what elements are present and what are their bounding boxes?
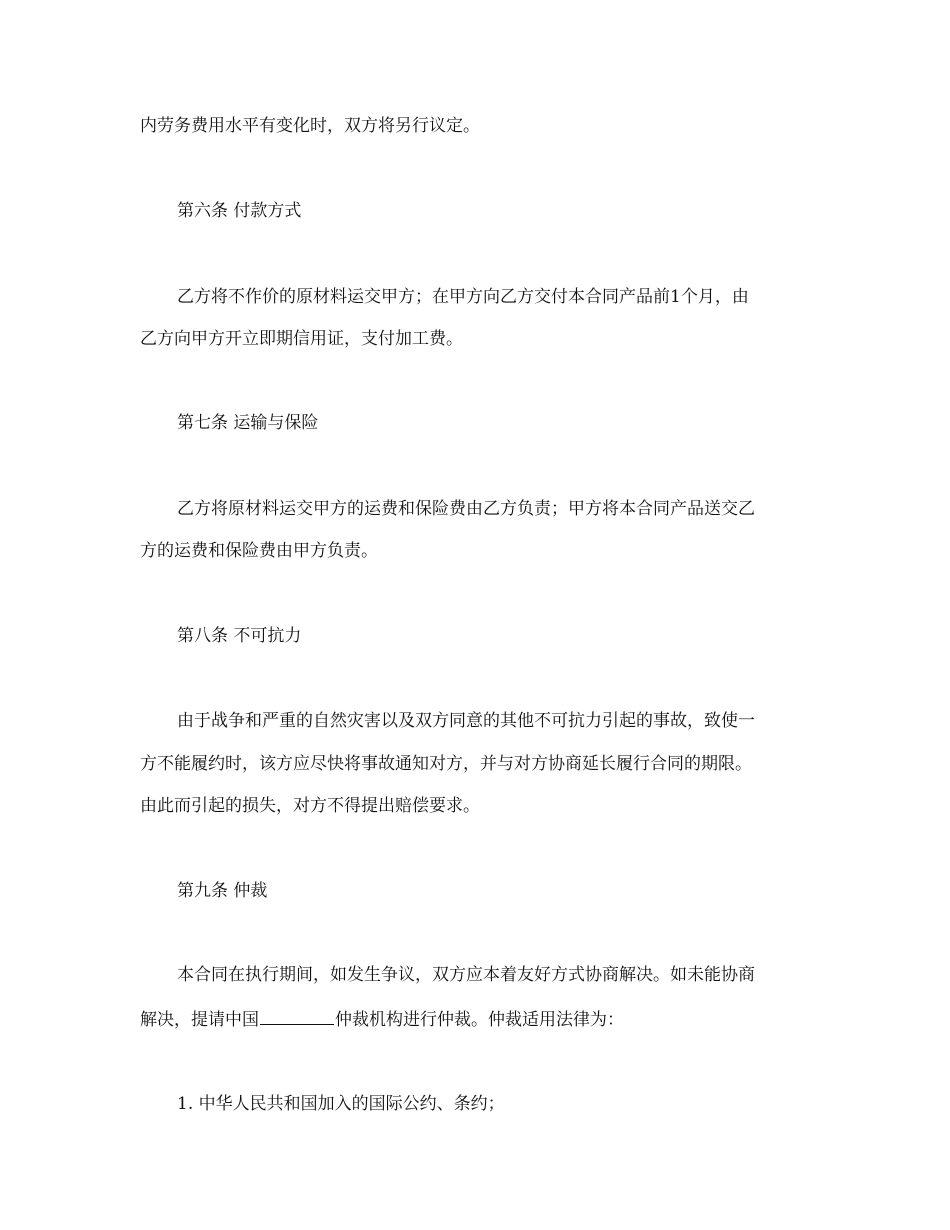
article-6-body-line-1: 乙方将不作价的原材料运交甲方；在甲方向乙方交付本合同产品前1个月，由 bbox=[177, 287, 749, 307]
article-8-body-line-3: 由此而引起的损失，对方不得提出赔偿要求。 bbox=[140, 796, 480, 816]
article-9-body-line-1: 本合同在执行期间，如发生争议，双方应本着友好方式协商解决。如未能协商 bbox=[177, 965, 755, 985]
article-9-body-line-2-before-blank: 解决，提请中国 bbox=[140, 1010, 259, 1030]
article-8-body-line-2: 方不能履约时，该方应尽快将事故通知对方，并与对方协商延长履行合同的期限。 bbox=[140, 754, 752, 774]
article-9-body-line-2-after-blank: 仲裁机构进行仲裁。仲裁适用法律为： bbox=[335, 1010, 624, 1030]
article-7-heading: 第七条 运输与保险 bbox=[177, 413, 319, 433]
article-6-body-line-2: 乙方向甲方开立即期信用证，支付加工费。 bbox=[140, 329, 463, 349]
article-9-heading: 第九条 仲裁 bbox=[177, 881, 268, 901]
article-6-heading: 第六条 付款方式 bbox=[177, 201, 302, 221]
paragraph-continuation: 内劳务费用水平有变化时，双方将另行议定。 bbox=[140, 116, 480, 136]
arbitration-blank bbox=[260, 1008, 334, 1025]
article-7-body-line-1: 乙方将原材料运交甲方的运费和保险费由乙方负责；甲方将本合同产品送交乙 bbox=[177, 499, 755, 519]
list-item-1: 1. 中华人民共和国加入的国际公约、条约； bbox=[177, 1094, 505, 1114]
article-9-body-line-2 bbox=[140, 1008, 624, 1031]
article-7-body-line-2: 方的运费和保险费由甲方负责。 bbox=[140, 541, 378, 561]
article-8-body-line-1: 由于战争和严重的自然灾害以及双方同意的其他不可抗力引起的事故，致使一 bbox=[177, 711, 755, 731]
article-8-heading: 第八条 不可抗力 bbox=[177, 626, 302, 646]
